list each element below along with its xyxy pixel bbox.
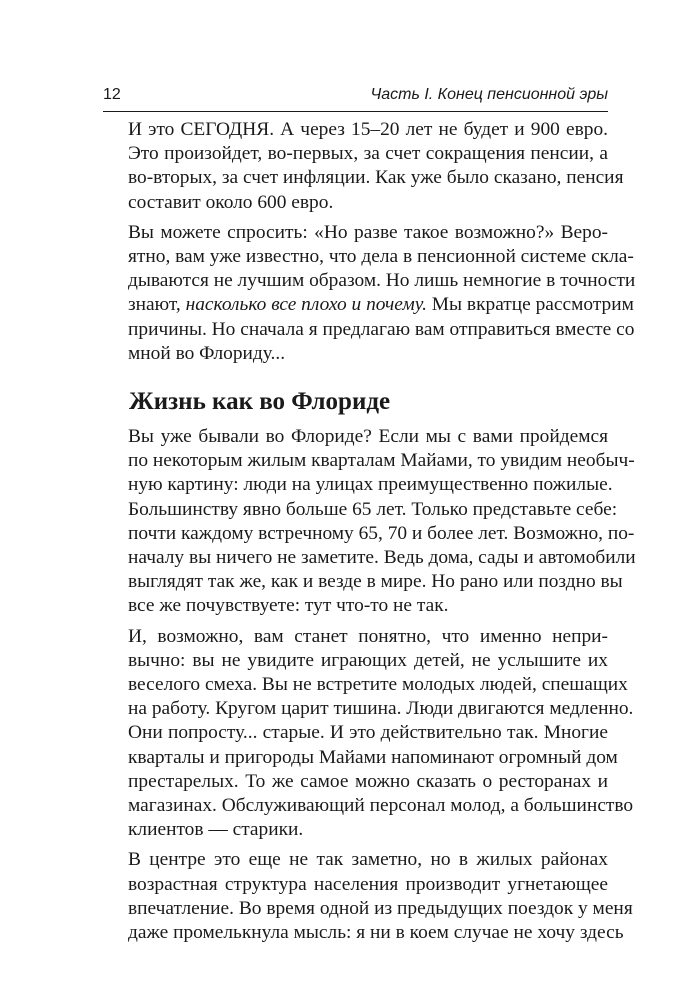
- text-line: кварталы и пригороды Майами напоминают огромный дом: [128, 746, 618, 768]
- text-fragment: знают,: [128, 294, 186, 316]
- text-line: Это произойдет, во-первых, за счет сокращения пенсии, а: [128, 143, 608, 165]
- text-line: И, возможно, вам станет понятно, что именно непри-: [128, 625, 608, 647]
- text-line: ятно, вам уже известно, что дела в пенсионной системе скла-: [128, 246, 634, 268]
- text-line: возрастная структура населения производит угнетающее: [128, 873, 608, 895]
- text-line: магазинах. Обслуживающий персонал молод, а большинство: [128, 795, 634, 817]
- paragraph: [103, 221, 636, 366]
- text-line: вычно: вы не увидите играющих детей, не услышите их: [128, 649, 608, 671]
- text-line: мной во Флориду...: [128, 342, 286, 364]
- text-line: ную картину: люди на улицах преимущественно пожилые.: [128, 474, 613, 496]
- intro-text: [103, 118, 636, 366]
- text-line: причины. Но сначала я предлагаю вам отправиться вместе со: [128, 318, 635, 340]
- text-line: по некоторым жилым кварталам Майами, то увидим необыч-: [128, 450, 635, 472]
- paragraph: [103, 118, 624, 215]
- text-line: на работу. Кругом царит тишина. Люди двигаются медленно.: [128, 698, 634, 720]
- paragraph: [103, 848, 633, 945]
- header-rule: [103, 111, 608, 112]
- text-line: престарелых. То же самое можно сказать о ресторанах и: [128, 770, 608, 792]
- page-number: 12: [103, 86, 121, 103]
- text-line: почти каждому встречному 65, 70 и более лет. Возможно, по-: [128, 522, 635, 544]
- running-head: [103, 86, 608, 110]
- text-line: выглядят так же, как и везде в мире. Но рано или поздно вы: [128, 571, 623, 593]
- text-line: Вы уже бывали во Флориде? Если мы с вами пройдемся: [128, 426, 608, 447]
- text-line: И это СЕГОДНЯ. А через 15–20 лет не будет и 900 евро.: [128, 119, 608, 140]
- text-line: Большинству явно больше 65 лет. Только представьте себе:: [128, 498, 618, 520]
- text-line: В центре это еще не так заметно, но в жилых районах: [128, 849, 608, 871]
- chapter-heading: Жизнь как во Флориде: [129, 388, 391, 415]
- text-line: дываются не лучшим образом. Но лишь немногие в точности: [128, 270, 636, 292]
- paragraph: [103, 425, 636, 619]
- text-line: во-вторых, за счет инфляции. Как уже было сказано, пенсия: [128, 167, 624, 189]
- text-line: составит около 600 евро.: [128, 191, 334, 213]
- text-line: все же почувствуете: тут что-то не так.: [128, 595, 449, 617]
- text-line: Они попросту... старые. И это действительно так. Многие: [128, 722, 608, 744]
- paragraph: [103, 625, 634, 843]
- text-line-with-emphasis: [103, 293, 634, 317]
- text-line: даже промелькнула мысль: я ни в коем случае не хочу здесь: [128, 922, 624, 944]
- text-line: клиентов — старики.: [128, 819, 304, 841]
- text-line: впечатление. Во время одной из предыдущих поездок у меня: [128, 897, 633, 919]
- text-line: веселого смеха. Вы не встретите молодых людей, спешащих: [128, 674, 628, 696]
- section-title: Часть I. Конец пенсионной эры: [370, 86, 608, 103]
- emphasis-text: насколько все плохо и почему.: [185, 294, 427, 316]
- text-line: Вы можете спросить: «Но разве такое возможно?» Веро-: [128, 221, 608, 243]
- text-line: началу вы ничего не заметите. Ведь дома, сады и автомобили: [128, 547, 636, 569]
- text-fragment: Мы вкратце рассмотрим: [426, 294, 634, 316]
- main-text: [103, 425, 636, 945]
